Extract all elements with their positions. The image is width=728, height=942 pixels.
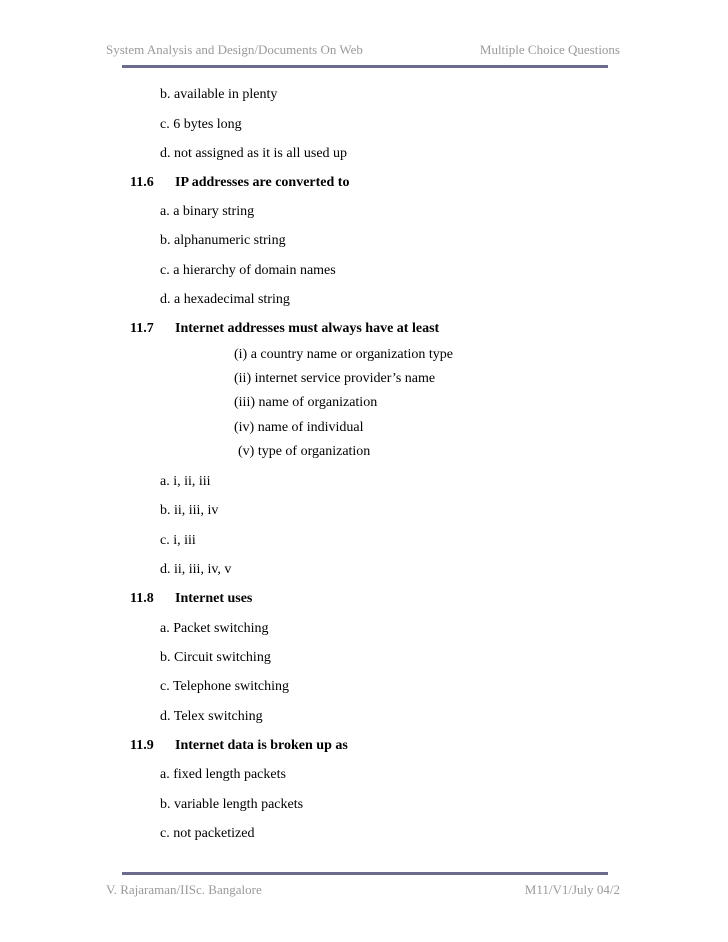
- list-item: (iv) name of individual: [234, 420, 364, 435]
- option-d: d. Telex switching: [160, 709, 263, 724]
- option-a: a. fixed length packets: [160, 767, 286, 782]
- prev-option-c: c. 6 bytes long: [160, 117, 242, 132]
- list-item: (iii) name of organization: [234, 395, 378, 410]
- header-section: Multiple Choice Questions: [479, 42, 620, 57]
- question-number: 11.9: [130, 738, 154, 753]
- option-a: a. a binary string: [160, 204, 255, 219]
- option-a: a. i, ii, iii: [160, 474, 211, 489]
- list-item: (i) a country name or organization type: [234, 347, 453, 362]
- option-c: c. a hierarchy of domain names: [160, 263, 336, 278]
- footer-rule: [122, 872, 608, 875]
- option-d: d. a hexadecimal string: [160, 292, 290, 307]
- header-rule: [122, 65, 608, 68]
- question-number: 11.7: [130, 321, 154, 336]
- option-b: b. variable length packets: [160, 797, 304, 812]
- question-number: 11.6: [130, 175, 154, 190]
- question-text: Internet addresses must always have at least: [175, 321, 440, 336]
- option-c: c. not packetized: [160, 826, 255, 841]
- list-item: (v) type of organization: [238, 444, 371, 459]
- prev-option-d: d. not assigned as it is all used up: [160, 146, 348, 161]
- option-b: b. Circuit switching: [160, 650, 271, 665]
- question-text: IP addresses are converted to: [175, 175, 350, 190]
- question-text: Internet uses: [175, 591, 253, 606]
- list-item: (ii) internet service provider’s name: [234, 371, 436, 386]
- header-title: System Analysis and Design/Documents On Web: [106, 42, 363, 57]
- prev-option-b: b. available in plenty: [160, 87, 278, 102]
- question-text: Internet data is broken up as: [175, 738, 348, 753]
- option-d: d. ii, iii, iv, v: [160, 562, 232, 577]
- option-c: c. i, iii: [160, 533, 196, 548]
- footer-author: V. Rajaraman/IISc. Bangalore: [106, 882, 262, 897]
- option-b: b. alphanumeric string: [160, 233, 286, 248]
- option-a: a. Packet switching: [160, 621, 269, 636]
- option-c: c. Telephone switching: [160, 679, 290, 694]
- question-number: 11.8: [130, 591, 154, 606]
- option-b: b. ii, iii, iv: [160, 503, 219, 518]
- footer-page-id: M11/V1/July 04/2: [524, 882, 620, 897]
